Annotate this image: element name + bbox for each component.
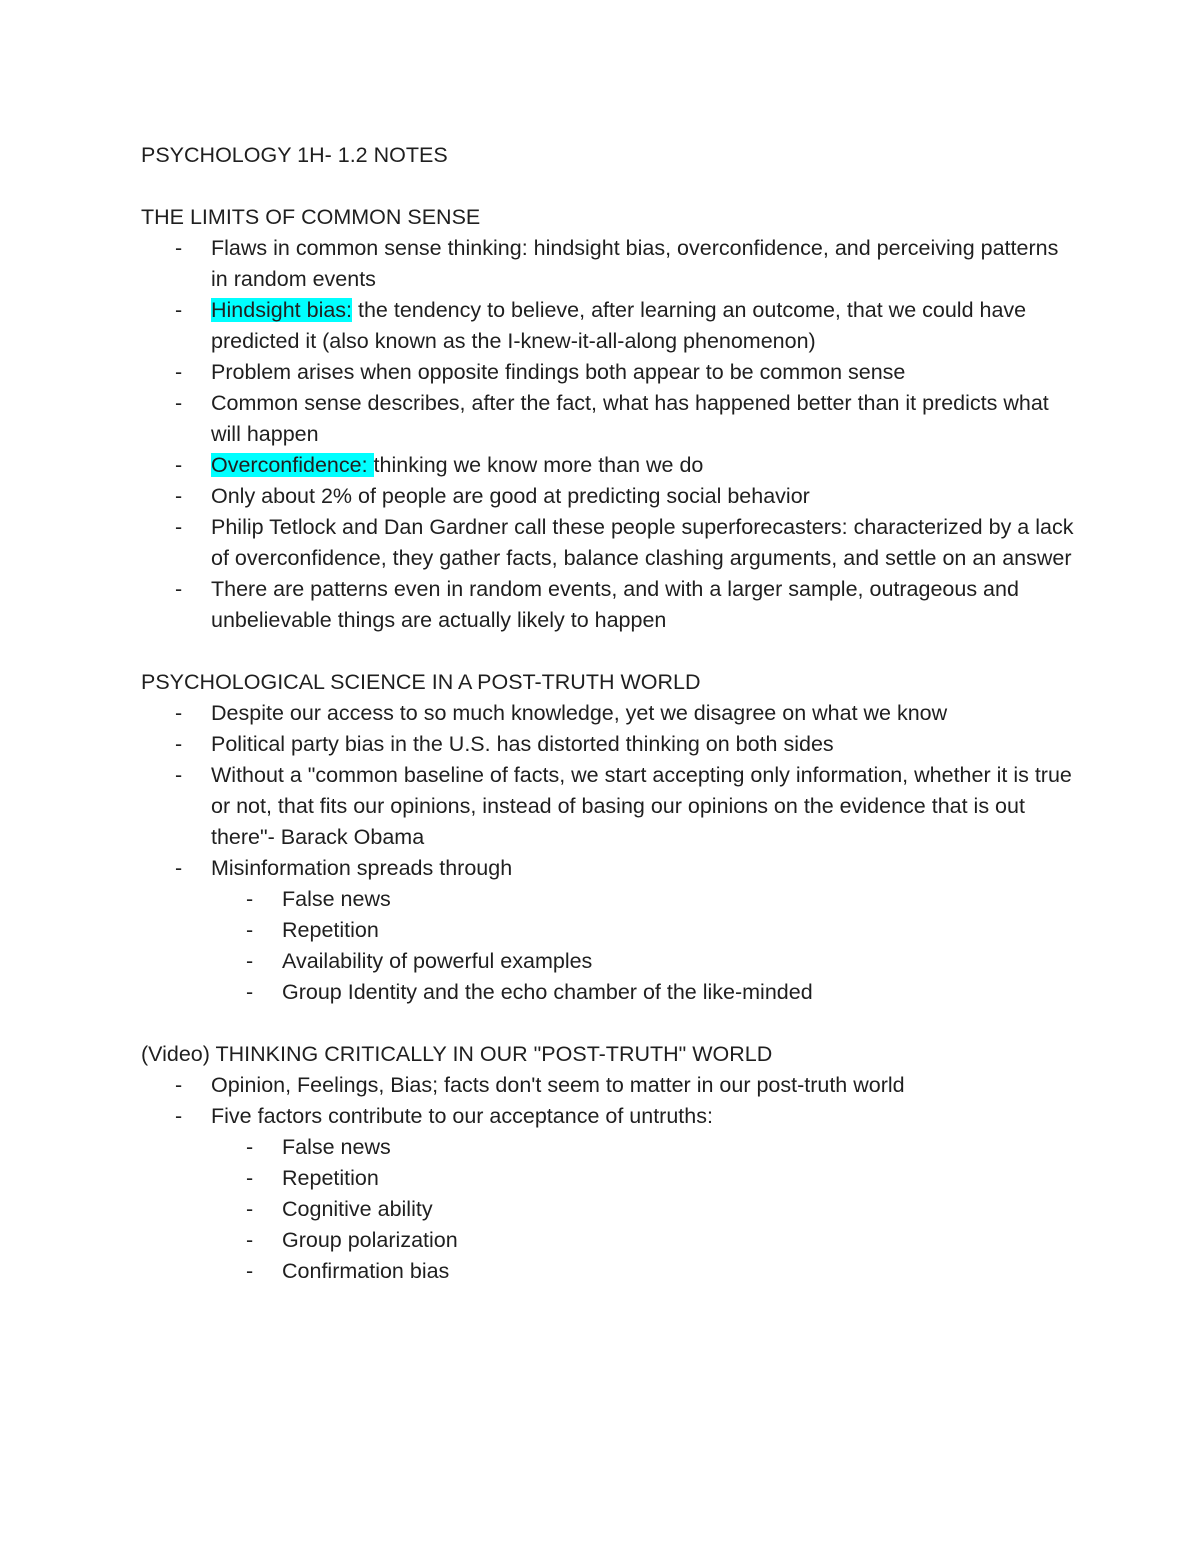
bullet-dash: - bbox=[175, 360, 183, 384]
bullet-dash: - bbox=[246, 949, 254, 973]
list-item-text: Despite our access to so much knowledge, yet we disagree on what we know bbox=[211, 701, 948, 725]
bullet-dash: - bbox=[175, 763, 183, 787]
bullet-dash: - bbox=[175, 236, 183, 260]
section-heading: (Video) THINKING CRITICALLY IN OUR "POST-TRUTH" WORLD bbox=[141, 1042, 773, 1066]
bullet-dash: - bbox=[246, 1228, 254, 1252]
notes-page bbox=[141, 140, 1081, 1287]
section-post-truth-world bbox=[141, 667, 1081, 1008]
bullet-dash: - bbox=[246, 980, 254, 1004]
bullet-dash: - bbox=[175, 391, 183, 415]
sub-bullet-list bbox=[211, 884, 1081, 1008]
sub-list-item bbox=[211, 884, 1081, 915]
list-item-text: There are patterns even in random events, and with a larger sample, outrageous and unbelievable things are actually likely to happen bbox=[211, 577, 1019, 632]
bullet-dash: - bbox=[175, 453, 183, 477]
bullet-dash: - bbox=[246, 1197, 254, 1221]
spacer bbox=[141, 171, 1081, 202]
highlighted-term: Hindsight bias: bbox=[211, 298, 353, 322]
list-item bbox=[141, 357, 1081, 388]
section-heading: THE LIMITS OF COMMON SENSE bbox=[141, 205, 481, 229]
sub-list-item-text: Group polarization bbox=[282, 1228, 458, 1252]
list-item bbox=[141, 450, 1081, 481]
section-video-thinking-critically bbox=[141, 1039, 1081, 1287]
list-item-text: Political party bias in the U.S. has distorted thinking on both sides bbox=[211, 732, 834, 756]
spacer bbox=[141, 1008, 1081, 1039]
bullet-list bbox=[141, 698, 1081, 1008]
list-item-text: Philip Tetlock and Dan Gardner call these people superforecasters: characterized by a lack of overconfidence, they gather facts, balance clashing arguments, and settle on an answer bbox=[211, 515, 1074, 570]
sub-list-item-text: False news bbox=[282, 887, 391, 911]
sub-list-item bbox=[211, 1163, 1081, 1194]
list-item bbox=[141, 698, 1081, 729]
sub-list-item bbox=[211, 1132, 1081, 1163]
sub-list-item bbox=[211, 1225, 1081, 1256]
bullet-dash: - bbox=[175, 856, 183, 880]
list-item bbox=[141, 729, 1081, 760]
sub-list-item-text: Repetition bbox=[282, 918, 379, 942]
sub-bullet-list bbox=[211, 1132, 1081, 1287]
list-item bbox=[141, 512, 1081, 574]
list-item bbox=[141, 233, 1081, 295]
bullet-dash: - bbox=[175, 732, 183, 756]
bullet-dash: - bbox=[175, 577, 183, 601]
spacer bbox=[141, 636, 1081, 667]
list-item-text: Flaws in common sense thinking: hindsight bias, overconfidence, and perceiving patterns in random events bbox=[211, 236, 1059, 291]
list-item-text: Misinformation spreads through bbox=[211, 856, 513, 880]
list-item bbox=[141, 760, 1081, 853]
list-item-text: Opinion, Feelings, Bias; facts don't seem to matter in our post-truth world bbox=[211, 1073, 905, 1097]
sub-list-item-text: Confirmation bias bbox=[282, 1259, 450, 1283]
list-item bbox=[141, 388, 1081, 450]
list-item-text: Common sense describes, after the fact, what has happened better than it predicts what will happen bbox=[211, 391, 1049, 446]
bullet-list bbox=[141, 1070, 1081, 1287]
list-item bbox=[141, 853, 1081, 1008]
bullet-list bbox=[141, 233, 1081, 636]
section-heading: PSYCHOLOGICAL SCIENCE IN A POST-TRUTH WORLD bbox=[141, 670, 701, 694]
sub-list-item bbox=[211, 977, 1081, 1008]
bullet-dash: - bbox=[175, 298, 183, 322]
list-item bbox=[141, 295, 1081, 357]
sub-list-item-text: False news bbox=[282, 1135, 391, 1159]
bullet-dash: - bbox=[246, 1135, 254, 1159]
list-item-text: thinking we know more than we do bbox=[373, 453, 704, 477]
list-item bbox=[141, 481, 1081, 512]
bullet-dash: - bbox=[175, 515, 183, 539]
list-item-text: the tendency to believe, after learning an outcome, that we could have predicted it (also known as the I-knew-it-all-along phenomenon) bbox=[211, 298, 1027, 353]
bullet-dash: - bbox=[246, 887, 254, 911]
list-item-text: Problem arises when opposite findings both appear to be common sense bbox=[211, 360, 906, 384]
sub-list-item bbox=[211, 1256, 1081, 1287]
bullet-dash: - bbox=[246, 1166, 254, 1190]
list-item bbox=[141, 1101, 1081, 1287]
list-item-text: Only about 2% of people are good at predicting social behavior bbox=[211, 484, 810, 508]
list-item-text: Five factors contribute to our acceptance of untruths: bbox=[211, 1104, 713, 1128]
bullet-dash: - bbox=[246, 1259, 254, 1283]
bullet-dash: - bbox=[175, 1073, 183, 1097]
bullet-dash: - bbox=[175, 1104, 183, 1128]
bullet-dash: - bbox=[175, 484, 183, 508]
sub-list-item bbox=[211, 1194, 1081, 1225]
sub-list-item-text: Repetition bbox=[282, 1166, 379, 1190]
highlighted-term: Overconfidence: bbox=[211, 453, 374, 477]
sub-list-item bbox=[211, 915, 1081, 946]
section-limits-of-common-sense bbox=[141, 202, 1081, 636]
sub-list-item-text: Group Identity and the echo chamber of the like-minded bbox=[282, 980, 813, 1004]
list-item-text: Without a "common baseline of facts, we start accepting only information, whether it is true or not, that fits our opinions, instead of basing our opinions on the evidence that is out there"- Barack Obama bbox=[211, 763, 1072, 849]
page-title: PSYCHOLOGY 1H- 1.2 NOTES bbox=[141, 143, 448, 167]
list-item bbox=[141, 574, 1081, 636]
sub-list-item bbox=[211, 946, 1081, 977]
bullet-dash: - bbox=[246, 918, 254, 942]
sub-list-item-text: Availability of powerful examples bbox=[282, 949, 593, 973]
sub-list-item-text: Cognitive ability bbox=[282, 1197, 433, 1221]
list-item bbox=[141, 1070, 1081, 1101]
bullet-dash: - bbox=[175, 701, 183, 725]
